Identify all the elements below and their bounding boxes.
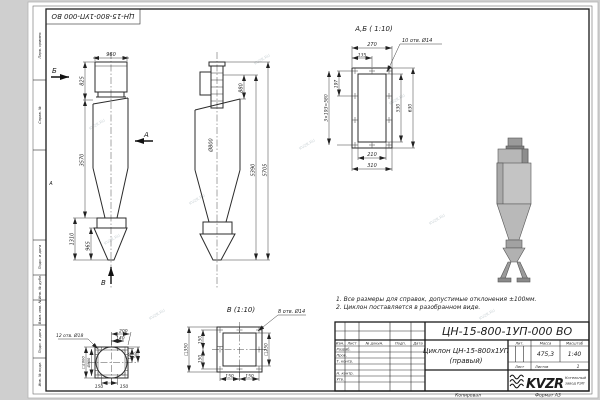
- listov-value: 1: [576, 365, 580, 371]
- mass-value: 475,3: [536, 351, 555, 358]
- svg-text:KVZR.RU: KVZR.RU: [428, 212, 446, 226]
- col-izm: Изм.: [335, 341, 345, 346]
- dim-d800: Ø800: [208, 138, 215, 152]
- svg-text:KVZR.RU: KVZR.RU: [478, 307, 496, 321]
- zone-marker-a: А: [49, 181, 53, 187]
- dim-150-b1: 150: [225, 374, 234, 380]
- arrow-label-b: Б: [52, 67, 57, 75]
- note-line-2: 2. Циклон поставляется в разобранном виде.: [336, 304, 481, 311]
- callout-12-holes: 12 отв. Ø18: [56, 334, 84, 339]
- dim-825: 825: [79, 76, 86, 86]
- svg-text:KVZR.RU: KVZR.RU: [88, 117, 106, 131]
- dim-960: 960: [106, 52, 116, 58]
- section-ab-title: А,Б ( 1:10): [355, 25, 393, 33]
- part-name-line1: Циклон ЦН-15-800х1УП: [423, 347, 509, 355]
- margin-label-podp-data-2: Подп. и дата: [38, 328, 42, 354]
- dim-140-top: 140: [116, 336, 125, 342]
- dim-270: 270: [367, 42, 377, 48]
- logo-sub1: Котельный: [565, 376, 586, 380]
- row-prov: Пров.: [336, 353, 347, 358]
- dim-pitch: 3×193=580: [324, 94, 330, 122]
- col-docnum: № докум.: [365, 341, 384, 346]
- list-label: Лист: [514, 365, 525, 369]
- dim-200-top: 200: [119, 329, 128, 335]
- listov-label: Листов: [535, 365, 549, 369]
- dim-150-l1: 150: [198, 335, 204, 345]
- dim-sq350: □350: [184, 343, 190, 356]
- margin-label-inv-dubl: Инв. № дубл.: [38, 274, 42, 300]
- row-utv: Утв.: [336, 377, 345, 382]
- col-list: Лист: [347, 341, 357, 346]
- dim-140-right: 140: [127, 352, 132, 360]
- scale-value: 1:40: [567, 351, 582, 358]
- dim-150-left: 150: [94, 385, 104, 390]
- dim-135: 135: [357, 53, 367, 59]
- row-razrab: Разраб.: [336, 347, 351, 352]
- arrow-label-a: А: [144, 131, 149, 139]
- logo-sub2: завод РЭП: [565, 381, 585, 386]
- dim-150-l2: 150: [198, 354, 204, 364]
- dim-880: 880: [238, 83, 245, 93]
- dim-210: 210: [367, 152, 377, 158]
- part-name-line2: (правый): [449, 357, 483, 365]
- margin-label-podp-data-1: Подп. и дата: [38, 244, 42, 270]
- dim-630: 630: [408, 103, 414, 113]
- stamp-doc-number: ЦН-15-800-1УП-000 ВО: [51, 12, 135, 20]
- dim-197: 197: [334, 79, 340, 89]
- section-v-title: В (1:10): [226, 306, 256, 314]
- note-line-1: 1. Все размеры для справок, допустимые отклонения ±100мм.: [336, 296, 537, 303]
- dim-965: 965: [85, 241, 92, 251]
- dim-310: 310: [367, 163, 377, 169]
- dim-530: 530: [396, 103, 402, 113]
- margin-label-vzam-inv: Взам. инв. №: [38, 299, 42, 325]
- row-nkontr: Н. контр.: [336, 371, 354, 376]
- svg-text:KVZR.RU: KVZR.RU: [188, 192, 206, 206]
- margin-label-sprav-no: Справ. №: [38, 106, 42, 124]
- svg-text:KVZR.RU: KVZR.RU: [253, 52, 271, 66]
- format-label: Формат А3: [535, 393, 561, 399]
- dim-3570: 3570: [79, 153, 86, 167]
- doc-number: ЦН-15-800-1УП-000 ВО: [441, 325, 573, 338]
- dim-150-b2: 150: [245, 374, 254, 380]
- arrow-label-v: В: [101, 279, 106, 287]
- dim-150-right: 150: [119, 385, 129, 390]
- row-tkontr: Т. контр.: [336, 359, 354, 364]
- lit-label: Лит.: [515, 341, 524, 346]
- margin-label-inv-podl: Инв. № подл.: [38, 361, 42, 387]
- svg-text:KVZR.RU: KVZR.RU: [388, 92, 406, 106]
- svg-text:KVZR.RU: KVZR.RU: [103, 232, 121, 246]
- svg-text:KVZR.RU: KVZR.RU: [148, 307, 166, 321]
- col-data: Дата: [413, 341, 423, 346]
- col-podp: Подп.: [395, 341, 406, 346]
- scale-label: Масштаб: [565, 341, 584, 346]
- dim-1310: 1310: [69, 232, 76, 246]
- dim-200-right: 200: [133, 351, 138, 359]
- callout-8-holes: 8 отв. Ø14: [278, 309, 306, 315]
- dim-sq250: □250: [264, 343, 270, 356]
- margin-label-perv-primen: Перв. примен.: [38, 31, 42, 59]
- svg-text:KVZR.RU: KVZR.RU: [298, 137, 316, 151]
- kopiroval-label: Копировал: [455, 393, 481, 399]
- dim-d800-flange: Ø800: [87, 357, 92, 368]
- dim-5705: 5705: [262, 163, 269, 177]
- dim-sq1000: □1000: [81, 356, 86, 369]
- mass-label: Масса: [539, 341, 552, 346]
- callout-10-holes: 10 отв. Ø14: [402, 38, 433, 44]
- dim-5390: 5390: [250, 163, 257, 177]
- logo-text: KVZR: [526, 377, 564, 392]
